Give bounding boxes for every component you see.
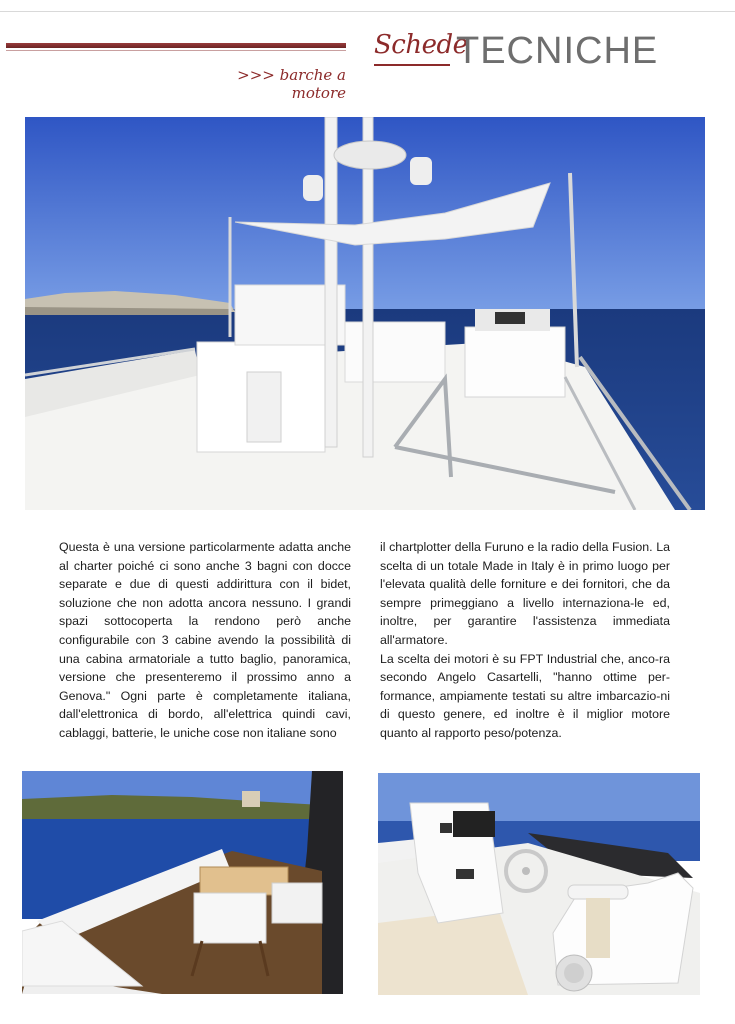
helm-station-photo xyxy=(378,773,700,995)
paragraph: il chartplotter della Furuno e la radio della Fusion. La scelta di un totale Made in Italy è in primo luogo per l'elevata qualità delle forniture e dei fornitori, che da sempre primeggiano a livello internaziona-le ed, inoltre, per garantire l'assistenza immediata all'armatore. xyxy=(380,540,670,647)
article-left-column xyxy=(59,538,351,743)
cockpit-table-photo xyxy=(22,771,343,994)
top-rule xyxy=(0,11,735,12)
section-script-underline xyxy=(374,64,450,66)
article-right-column xyxy=(380,538,670,743)
paragraph: Questa è una versione particolarmente adatta anche al charter poiché ci sono anche 3 bagni con docce separate e due di questi addirittura con il bidet, soluzione che non adotta ancora nessuno. I grandi spazi sottocoperta la rendono però anche configurabile con 3 cabine avendo la possibilità di una cabina armatoriale a tutto baglio, panoramica, versione che presenteremo il prossimo anno a Genova." Ogni parte è completamente italiana, dall'elettronica di bordo, all'elettrica quindi cavi, cablaggi, batterie, le uniche cose non italiane sono xyxy=(59,540,351,740)
header-accent-line xyxy=(6,50,346,51)
section-script-label: Schede xyxy=(374,30,468,60)
flybridge-photo xyxy=(25,117,705,510)
subsection-label: >>> barche a motore xyxy=(237,66,346,102)
header-accent-bar xyxy=(6,43,346,48)
section-title: TECNICHE xyxy=(456,30,659,72)
paragraph: La scelta dei motori è su FPT Industrial che, anco-ra secondo Angelo Casartelli, "hanno ottime per-formance, ampiamente testati su altre imbarcazio-ni di questo genere, ed inoltre è il miglior motore quanto al rapporto peso/potenza. xyxy=(380,651,670,740)
